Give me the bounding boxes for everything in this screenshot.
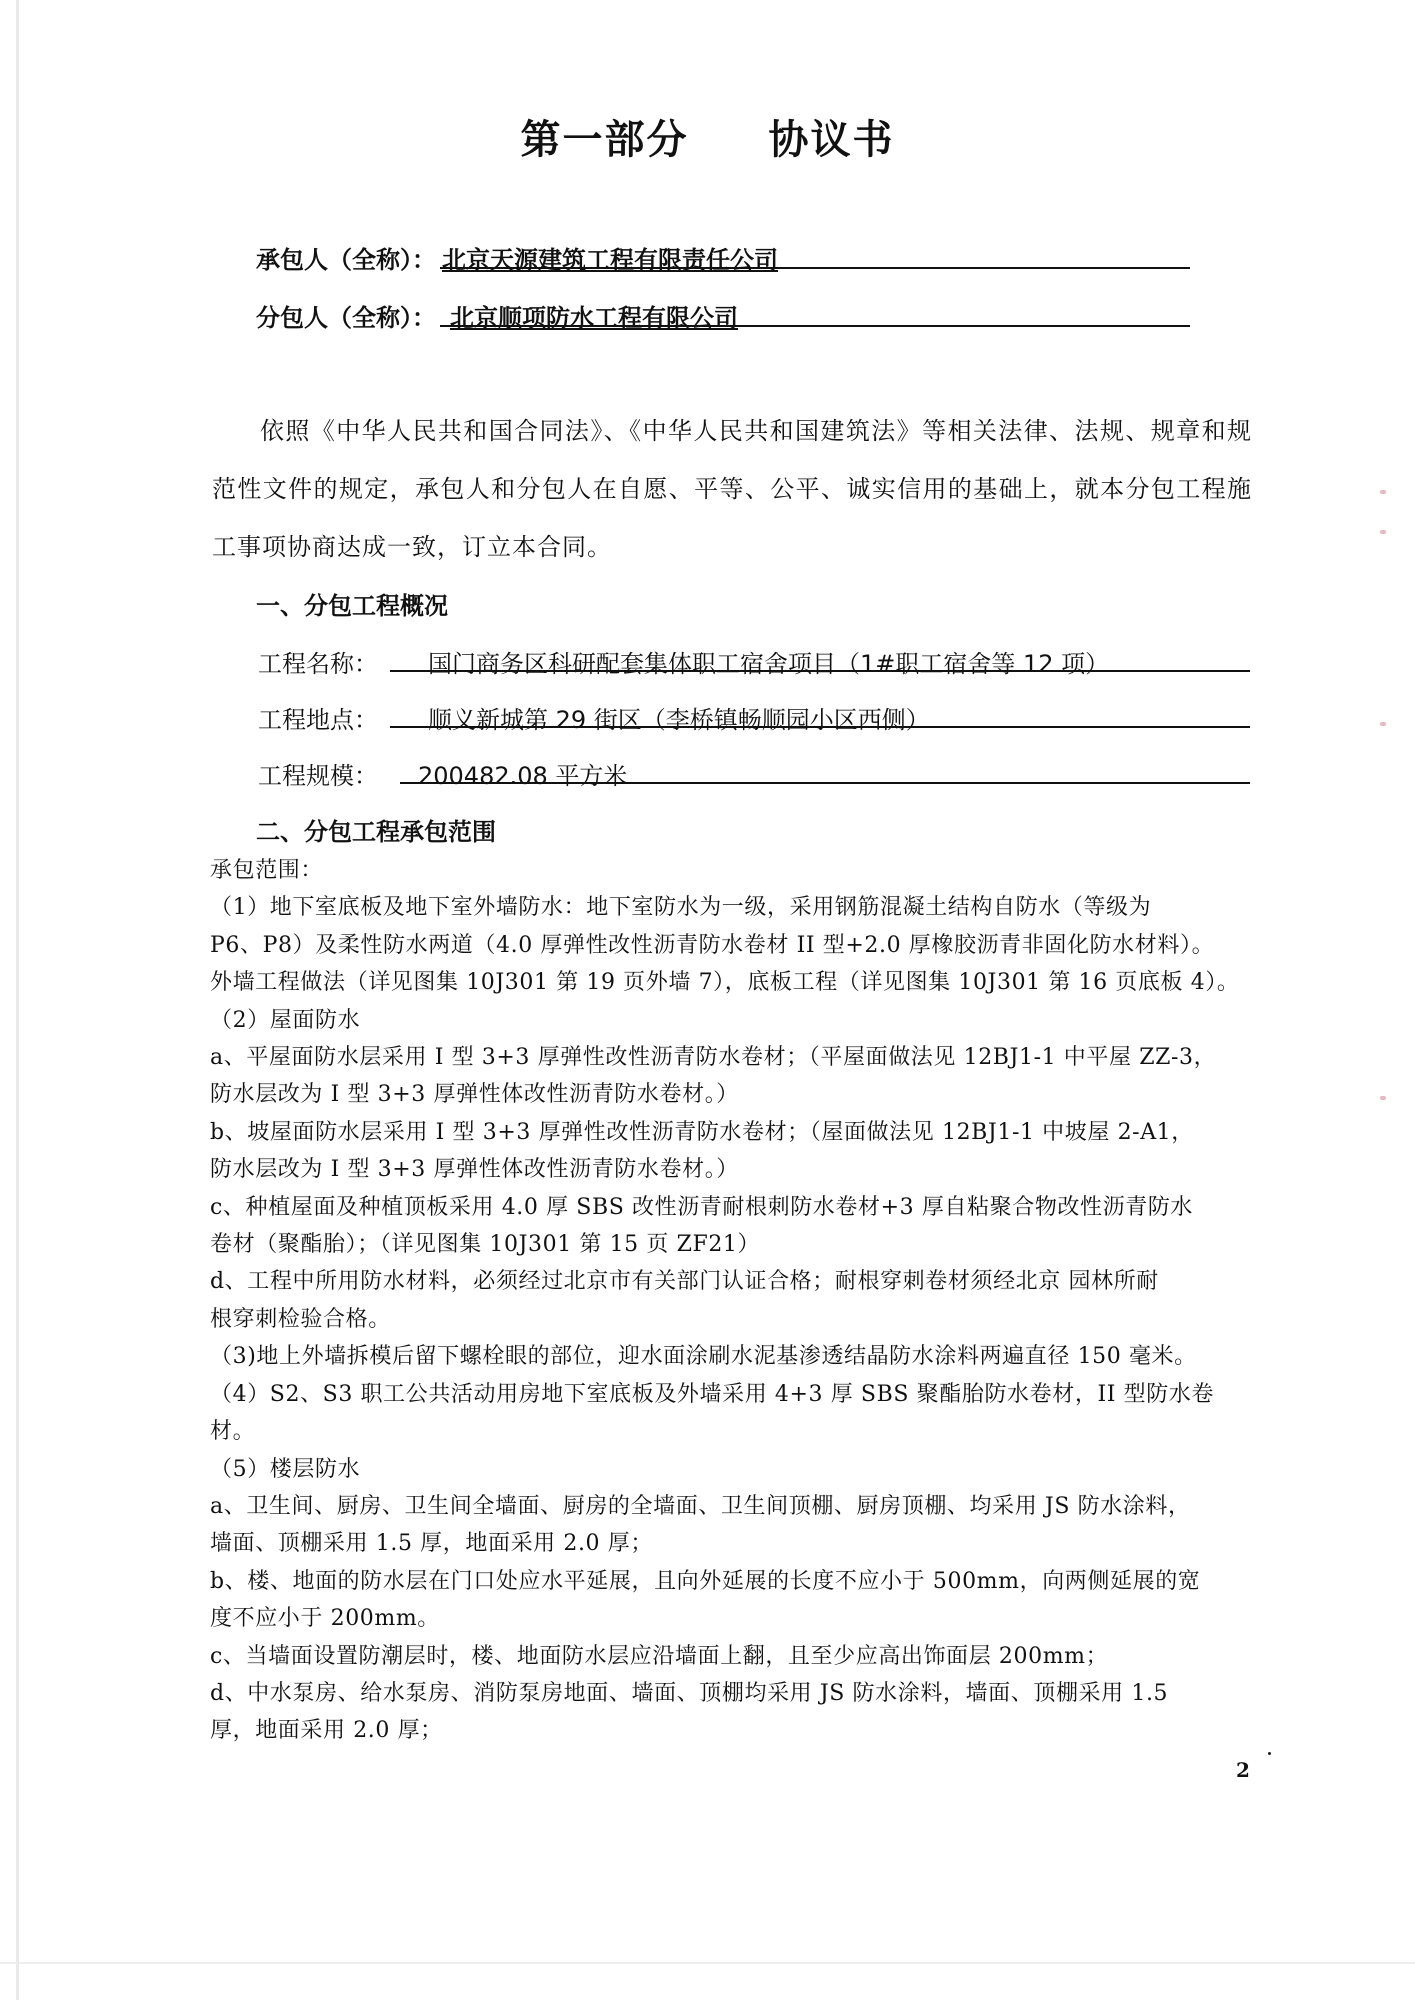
scan-mark <box>1380 530 1386 534</box>
title-name: 协议书 <box>768 117 895 163</box>
scope-body <box>210 852 1260 1750</box>
scope-line: 厚，地面采用 2.0 厚； <box>210 1718 443 1744</box>
scan-edge <box>16 0 19 2000</box>
intro-text: 依照《中华人民共和国合同法》、《中华人民共和国建筑法》等相关法律、法规、规章和规范性文件的规定，承包人和分包人在自愿、平等、公平、诚实信用的基础上，就本分包工程施工事项协商达成一致，订立本合同。 <box>212 417 1252 561</box>
project-name-underline <box>390 670 1250 672</box>
scope-line: （2）屋面防水 <box>210 1007 361 1033</box>
scan-mark <box>1380 722 1386 726</box>
scope-line: b、坡屋面防水层采用 I 型 3+3 厚弹性改性沥青防水卷材；（屋面做法见 12BJ1-1 中坡屋 2-A1， <box>210 1119 1194 1145</box>
scope-line: a、卫生间、厨房、卫生间全墙面、厨房的全墙面、卫生间顶棚、厨房顶棚、均采用 JS 防水涂料， <box>210 1493 1191 1519</box>
project-location-underline <box>390 726 1250 728</box>
scan-mark <box>1380 490 1386 494</box>
page-title <box>0 108 1415 165</box>
project-name-label: 工程名称： <box>258 650 378 678</box>
scope-line: （4）S2、S3 职工公共活动用房地下室底板及外墙采用 4+3 厚 SBS 聚酯胎防水卷材，II 型防水卷 <box>210 1381 1215 1407</box>
project-scale-row <box>258 756 628 791</box>
scope-line: 防水层改为 I 型 3+3 厚弹性体改性沥青防水卷材。） <box>210 1082 739 1108</box>
title-part: 第一部分 <box>520 117 689 163</box>
project-scale-label: 工程规模： <box>258 762 378 790</box>
scope-line: P6、P8）及柔性防水两道（4.0 厚弹性改性沥青防水卷材 II 型+2.0 厚橡胶沥青非固化防水材料）。 <box>210 932 1215 958</box>
section1-heading: 一、分包工程概况 <box>256 592 448 620</box>
scope-line: （1）地下室底板及地下室外墙防水：地下室防水为一级，采用钢筋混凝土结构自防水（等级为 <box>210 895 1152 921</box>
scan-dot <box>1268 1752 1271 1755</box>
subcontractor-line <box>256 298 738 333</box>
scan-mark <box>1380 1096 1386 1100</box>
scope-line: b、楼、地面的防水层在门口处应水平延展，且向外延展的长度不应小于 500mm，向两侧延展的宽 <box>210 1568 1201 1594</box>
project-name-row <box>258 644 1110 679</box>
project-scale-value: 200482.08 平方米 <box>418 762 628 790</box>
project-location-value: 顺义新城第 29 街区（李桥镇畅顺园小区西侧） <box>428 706 930 734</box>
scope-line: a、平屋面防水层采用 I 型 3+3 厚弹性改性沥青防水卷材；（平屋面做法见 12BJ1-1 中平屋 ZZ-3， <box>210 1045 1217 1071</box>
subcontractor-label: 分包人（全称）： <box>256 304 436 332</box>
scope-line: c、当墙面设置防潮层时，楼、地面防水层应沿墙面上翻，且至少应高出饰面层 200mm； <box>210 1643 1109 1669</box>
scope-line: （5）楼层防水 <box>210 1456 361 1482</box>
contractor-line <box>256 240 778 275</box>
project-scale-underline <box>400 782 1250 784</box>
scope-line: 墙面、顶棚采用 1.5 厚，地面采用 2.0 厚； <box>210 1531 653 1557</box>
contractor-value: 北京天源建筑工程有限责任公司 <box>442 246 778 274</box>
contractor-label: 承包人（全称）： <box>256 246 436 274</box>
intro-paragraph <box>212 402 1252 576</box>
project-location-row <box>258 700 930 735</box>
scope-line: 外墙工程做法（详见图集 10J301 第 19 页外墙 7），底板工程（详见图集 10J301 第 16 页底板 4）。 <box>210 970 1240 996</box>
scope-line: d、中水泵房、给水泵房、消防泵房地面、墙面、顶棚均采用 JS 防水涂料，墙面、顶棚采用 1.5 <box>210 1680 1169 1706</box>
scope-line: 根穿刺检验合格。 <box>210 1306 391 1332</box>
section2-heading: 二、分包工程承包范围 <box>256 818 496 846</box>
scope-line: 承包范围： <box>210 858 324 883</box>
scope-line: c、种植屋面及种植顶板采用 4.0 厚 SBS 改性沥青耐根刺防水卷材+3 厚自粘聚合物改性沥青防水 <box>210 1194 1194 1220</box>
scope-line: 度不应小于 200mm。 <box>210 1606 440 1632</box>
contractor-underline <box>440 267 1190 269</box>
subcontractor-value: 北京顺项防水工程有限公司 <box>450 304 738 332</box>
subcontractor-underline <box>440 325 1190 327</box>
scope-line: （3)地上外墙拆模后留下螺栓眼的部位，迎水面涂刷水泥基渗透结晶防水涂料两遍直径 150 毫米。 <box>210 1344 1197 1370</box>
page-number: 2 <box>1236 1758 1250 1782</box>
scope-line: 防水层改为 I 型 3+3 厚弹性体改性沥青防水卷材。） <box>210 1157 739 1183</box>
scope-line: 材。 <box>210 1419 256 1445</box>
project-location-label: 工程地点： <box>258 706 378 734</box>
scope-line: 卷材（聚酯胎）；（详见图集 10J301 第 15 页 ZF21） <box>210 1232 761 1258</box>
scope-line: d、工程中所用防水材料，必须经过北京市有关部门认证合格；耐根穿刺卷材须经北京 园林所耐 <box>210 1269 1159 1295</box>
scan-bottom-edge <box>0 1962 1415 1964</box>
project-name-value: 国门商务区科研配套集体职工宿舍项目（1#职工宿舍等 12 项） <box>428 650 1110 678</box>
